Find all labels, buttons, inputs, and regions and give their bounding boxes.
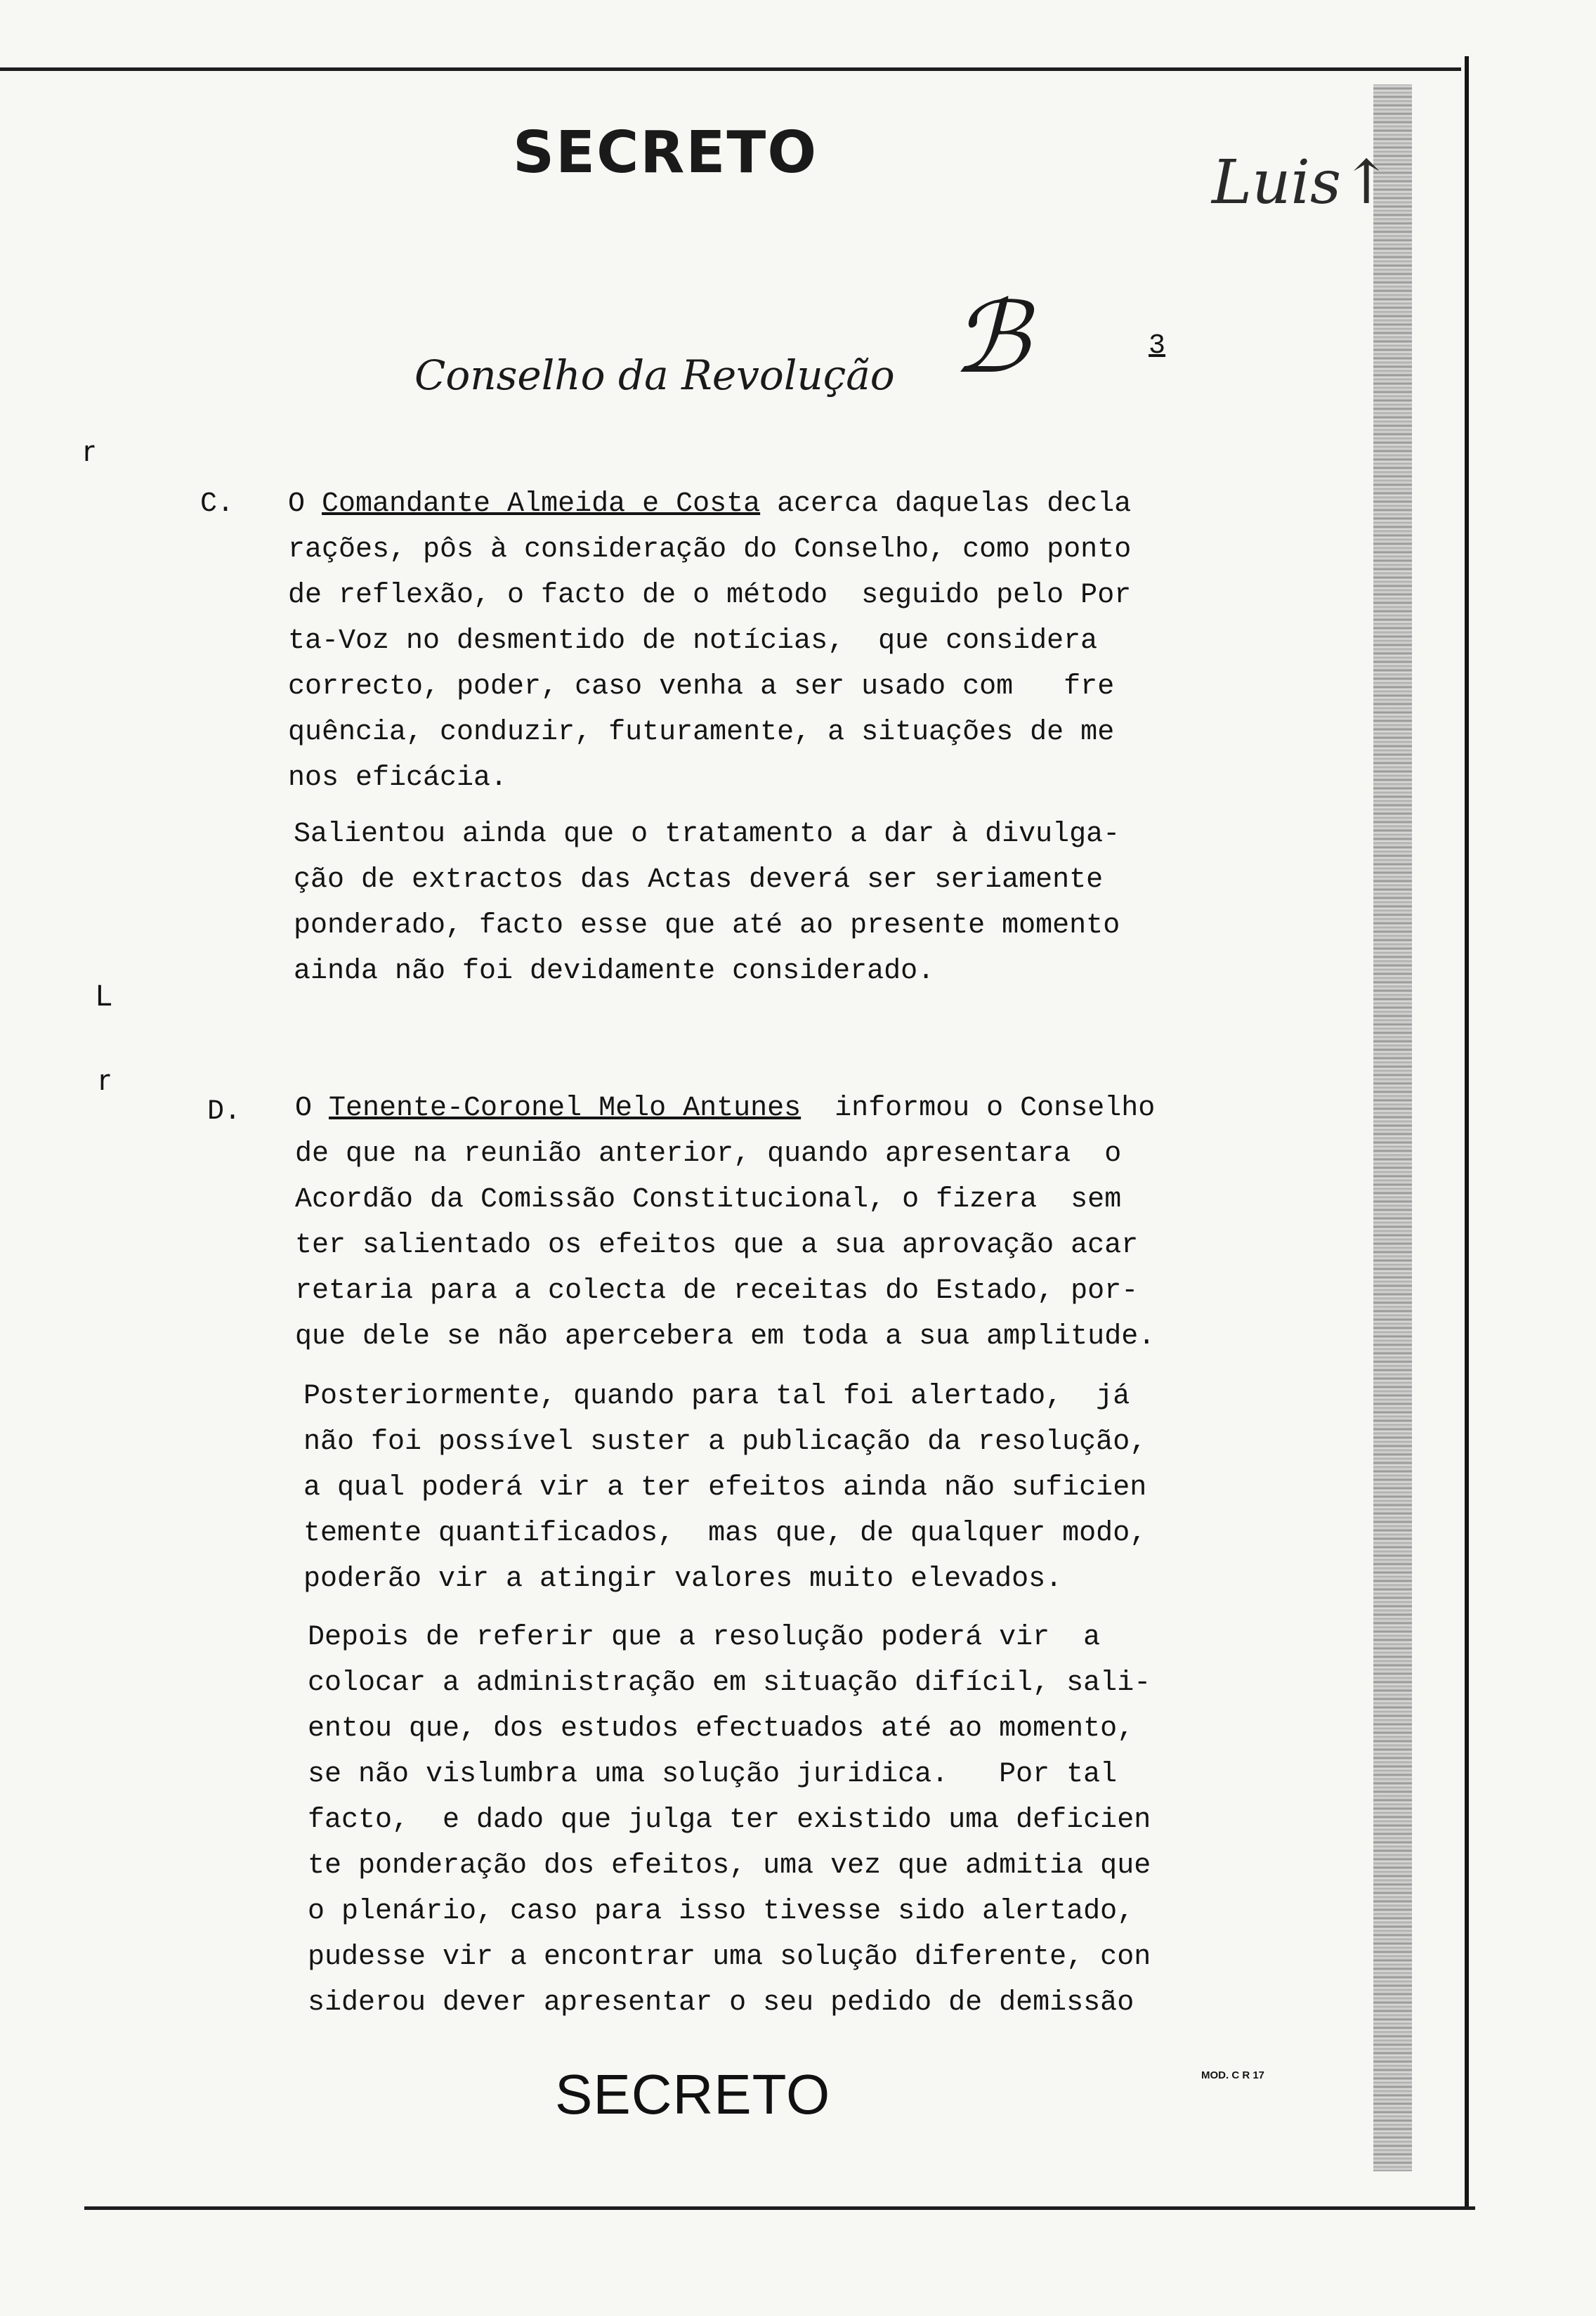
paragraph-line: de que na reunião anterior, quando apresentara o [295,1138,1122,1170]
paragraph-line: Salientou ainda que o tratamento a dar à divulga- [294,819,1120,850]
paragraph-line: a qual poderá vir a ter efeitos ainda não suficien [303,1472,1147,1504]
margin-mark-2: L [96,980,112,1013]
paragraph-line: temente quantificados, mas que, de qualquer modo, [303,1518,1147,1549]
right-border-line [1465,56,1469,2210]
handwritten-signature-top: Luis↑ [1212,148,1392,218]
paragraph-text: informou o Conselho [801,1093,1156,1124]
paragraph-line: ponderado, facto esse que até ao presente momento [294,910,1120,942]
margin-mark-1: r [83,436,95,468]
form-code: MOD. C R 17 [1201,2069,1265,2081]
paragraph-line: Acordão da Comissão Constitucional, o fizera sem [295,1184,1122,1216]
paragraph-line: facto, e dado que julga ter existido uma deficien [308,1804,1151,1836]
paragraph-line: não foi possível suster a publicação da resolução, [303,1426,1147,1458]
paragraph-text: O [295,1093,329,1124]
section-d-paragraph-2 [303,1374,1146,1602]
section-d-paragraph-1 [295,1086,1155,1360]
margin-mark-3: r [98,1065,110,1097]
paragraph-line: ter salientado os efeitos que a sua aprovação acar [295,1230,1139,1261]
handwritten-initials: ℬ [952,281,1030,396]
paragraph-line: ção de extractos das Actas deverá ser seriamente [294,864,1104,896]
section-d-paragraph-3 [308,1615,1151,2026]
council-letterhead: Conselho da Revolução [414,351,895,399]
paragraph-line: ainda não foi devidamente considerado. [294,956,935,987]
page-number: 3 [1149,330,1166,362]
paragraph-line: correcto, poder, caso venha a ser usado com fre [288,671,1115,703]
paragraph-line: Posteriormente, quando para tal foi alertado, já [303,1381,1130,1412]
paragraph-line: nos eficácia. [288,762,508,794]
classification-stamp-top: SECRETO [513,119,818,186]
paragraph-line: ta-Voz no desmentido de notícias, que considera [288,625,1098,657]
paragraph-line: te ponderação dos efeitos, uma vez que admitia que [308,1850,1151,1882]
section-c-paragraph-2 [294,812,1120,994]
speaker-name: Comandante Almeida e Costa [322,488,761,520]
paragraph-line: que dele se não apercebera em toda a sua amplitude. [295,1321,1156,1353]
paragraph-line: se não vislumbra uma solução juridica. Por tal [308,1759,1118,1790]
paragraph-line: de reflexão, o facto de o método seguido pelo Por [288,580,1132,611]
speaker-name: Tenente-Coronel Melo Antunes [329,1093,802,1124]
classification-stamp-bottom: SECRETO [555,2063,831,2126]
section-c-paragraph-1 [288,481,1131,801]
top-border-line [0,67,1461,71]
scan-edge-noise [1373,84,1412,2171]
paragraph-line: Depois de referir que a resolução poderá vir a [308,1622,1101,1653]
section-label-c: C. [200,488,235,520]
paragraph-line: rações, pôs à consideração do Conselho, como ponto [288,534,1132,566]
bottom-border-line [84,2206,1475,2210]
paragraph-line: retaria para a colecta de receitas do Estado, por- [295,1275,1139,1307]
paragraph-text: O [288,488,322,520]
paragraph-line: pudesse vir a encontrar uma solução diferente, con [308,1941,1151,1973]
paragraph-line: poderão vir a atingir valores muito elevados. [303,1563,1063,1595]
paragraph-line: entou que, dos estudos efectuados até ao momento, [308,1713,1134,1745]
paragraph-text: acerca daquelas decla [760,488,1132,520]
paragraph-line: colocar a administração em situação difícil, sali- [308,1667,1151,1699]
paragraph-line: o plenário, caso para isso tivesse sido alertado, [308,1896,1134,1927]
paragraph-line: quência, conduzir, futuramente, a situações de me [288,717,1115,748]
paragraph-line: siderou dever apresentar o seu pedido de demissão [308,1987,1134,2019]
section-label-d: D. [207,1096,242,1128]
